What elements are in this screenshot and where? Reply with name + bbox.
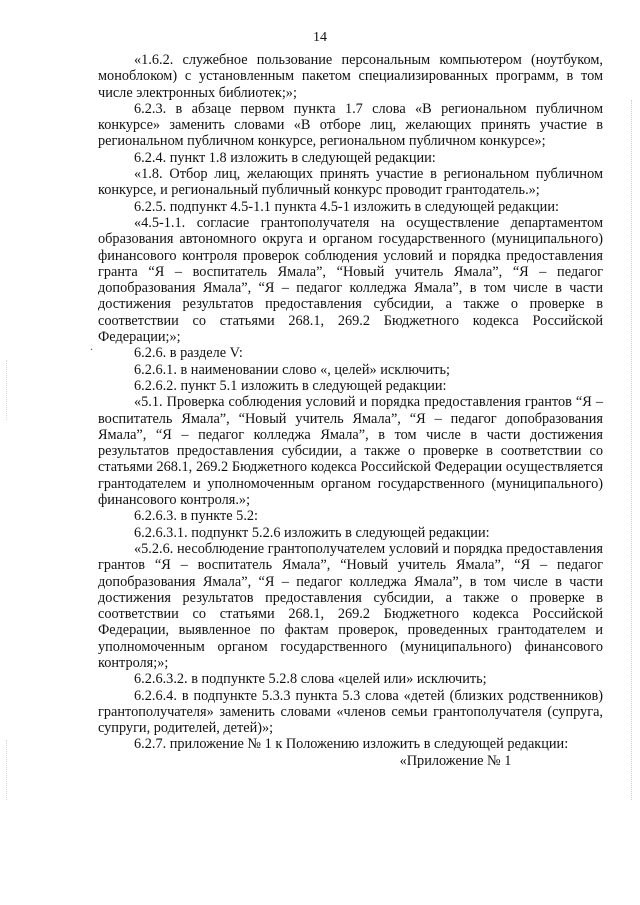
paragraph-6-2-6-3: 6.2.6.3. в пункте 5.2: bbox=[134, 508, 259, 525]
page-number: 14 bbox=[313, 30, 327, 45]
paragraph-4-5-1-1: «4.5-1.1. согласие грантополучателя на осуществление департаментом образования автономного округа и органом государственного (муниципального) финансового контроля проверок соблюдения условий и порядка предоставления гранта “Я – воспитатель Ямала”, “Новый учитель Ямала”, “Я – педагог допобразования Ямала”, “Я – педагог колледжа Ямала”, в том числе в части достижения результатов предоставления субсидии, а также о проверке в соответствии со статьями 268.1, 269.2 Бюджетного кодекса Российской Федерации;»; bbox=[98, 214, 603, 346]
right-margin-scan-artifact bbox=[629, 100, 632, 800]
left-margin-scan-artifact bbox=[6, 740, 9, 800]
paragraph-6-2-6-2: 6.2.6.2. пункт 5.1 изложить в следующей редакции: bbox=[134, 377, 447, 394]
paragraph-1-8: «1.8. Отбор лиц, желающих принять участие в региональном публичном конкурсе, и региональный публичный конкурс проводит грантодатель.»; bbox=[98, 166, 603, 199]
paragraph-1-6-2: «1.6.2. служебное пользование персональным компьютером (ноутбуком, моноблоком) с установленным пакетом специализированных программ, в том числе электронных библиотек;»; bbox=[98, 52, 603, 101]
paragraph-6-2-3: 6.2.3. в абзаце первом пункта 1.7 слова «В региональном публичном конкурсе» заменить словами «В отборе лиц, желающих принять участие в региональном публичном конкурсе, региональном публичном конкурсе»; bbox=[98, 100, 603, 150]
paragraph-6-2-7: 6.2.7. приложение № 1 к Положению изложить в следующей редакции: bbox=[134, 736, 569, 753]
paragraph-6-2-6-3-2: 6.2.6.3.2. в подпункте 5.2.8 слова «целей или» исключить; bbox=[134, 671, 487, 688]
margin-dot: . bbox=[90, 339, 93, 353]
paragraph-6-2-6-3-1: 6.2.6.3.1. подпункт 5.2.6 изложить в следующей редакции: bbox=[134, 524, 490, 541]
paragraph-6-2-5: 6.2.5. подпункт 4.5-1.1 пункта 4.5-1 изложить в следующей редакции: bbox=[134, 198, 559, 215]
document-body bbox=[98, 52, 603, 769]
paragraph-5-2-6: «5.2.6. несоблюдение грантополучателем условий и порядка предоставления грантов “Я – воспитатель Ямала”, “Новый учитель Ямала”, “Я – педагог допобразования Ямала”, “Я – педагог колледжа Ямала”, в том числе в части достижения результатов предоставления субсидии, а также о проверке в соответствии со статьями 268.1, 269.2 Бюджетного кодекса Российской Федерации, выявленное по фактам проверок, проведенных грантодателем и уполномоченным органом государственного (муниципального) финансового контроля;»; bbox=[98, 540, 603, 671]
paragraph-6-2-6-4: 6.2.6.4. в подпункте 5.3.3 пункта 5.3 слова «детей (близких родственников) грантополучателя» заменить словами «членов семьи грантополучателя (супруга, супруги, родителей, детей)»; bbox=[98, 687, 603, 737]
paragraph-6-2-6: 6.2.6. в разделе V: bbox=[134, 345, 243, 362]
paragraph-6-2-4: 6.2.4. пункт 1.8 изложить в следующей редакции: bbox=[134, 149, 436, 166]
paragraph-5-1: «5.1. Проверка соблюдения условий и порядка предоставления грантов “Я – воспитатель Ямала”, “Новый учитель Ямала”, “Я – педагог допобразования Ямала”, “Я – педагог колледжа Ямала”, в том числе в части достижения результатов предоставления субсидии, а также о проверке в соответствии со статьями 268.1, 269.2 Бюджетного кодекса Российской Федерации осуществляется грантодателем и уполномоченным органом государственного (муниципального) финансового контроля.»; bbox=[98, 394, 603, 509]
paragraph-6-2-6-1: 6.2.6.1. в наименовании слово «, целей» исключить; bbox=[134, 361, 451, 378]
left-margin-scan-artifact bbox=[6, 360, 9, 420]
appendix-heading: «Приложение № 1 bbox=[399, 752, 512, 769]
